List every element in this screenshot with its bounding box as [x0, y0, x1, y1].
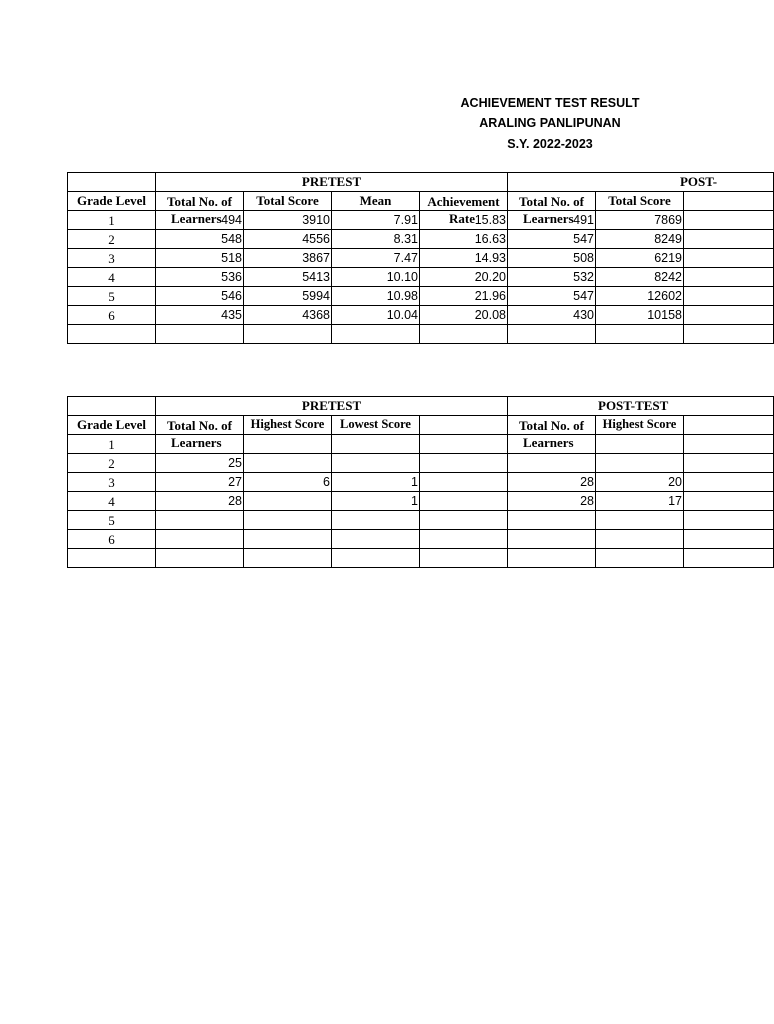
grade-cell: 1 — [68, 435, 156, 454]
lowest-score-cell — [332, 511, 420, 530]
table2-header-post-learners: Learners — [523, 435, 574, 450]
learners-cell: 27 — [156, 473, 244, 492]
table2-header-clipped — [684, 416, 774, 435]
table2-header-total-no-of: Total No. of — [167, 418, 232, 433]
table1-header-post-total-score: Total Score — [596, 192, 684, 211]
empty-cell — [332, 549, 420, 568]
table-row — [68, 306, 774, 325]
post-learners-cell: 532 — [508, 268, 596, 287]
mean-cell: 10.98 — [332, 287, 420, 306]
rate-cell: 20.08 — [420, 306, 508, 325]
report-subject: ARALING PANLIPUNAN — [479, 116, 621, 130]
table2-pretest-group: PRETEST — [156, 397, 508, 416]
learners-cell: 435 — [156, 306, 244, 325]
learners-cell: 25 — [156, 454, 244, 473]
grade-cell: 5 — [68, 511, 156, 530]
post-highest-score-cell — [596, 454, 684, 473]
total-score-cell: 5413 — [244, 268, 332, 287]
empty-cell — [684, 325, 774, 344]
post-highest-score-cell: 17 — [596, 492, 684, 511]
empty-cell — [156, 549, 244, 568]
lowest-score-cell — [332, 454, 420, 473]
post-learners-cell: 430 — [508, 306, 596, 325]
post-total-score-cell: 10158 — [596, 306, 684, 325]
total-score-cell: 3910 — [244, 211, 332, 230]
grade-cell: 5 — [68, 287, 156, 306]
empty-cell — [244, 325, 332, 344]
score-table — [67, 396, 774, 568]
post-highest-score-cell — [596, 530, 684, 549]
clipped-cell — [684, 473, 774, 492]
post-learners-cell: 28 — [508, 473, 596, 492]
clipped-cell — [684, 435, 774, 454]
empty-cell — [420, 549, 508, 568]
table-row — [68, 268, 774, 287]
table1-header-total-no-of: Total No. of — [167, 194, 232, 209]
learners-cell: 494 — [156, 211, 244, 230]
empty-cell — [420, 473, 508, 492]
post-total-score-cell: 6219 — [596, 249, 684, 268]
learners-cell: 546 — [156, 287, 244, 306]
learners-cell: 28 — [156, 492, 244, 511]
empty-cell — [420, 325, 508, 344]
grade-cell: 6 — [68, 306, 156, 325]
table2-header-total-learners — [156, 416, 244, 450]
lowest-score-cell: 1 — [332, 492, 420, 511]
highest-score-cell — [244, 435, 332, 454]
grade-cell: 1 — [68, 211, 156, 230]
post-total-score-cell: 12602 — [596, 287, 684, 306]
table1-header-clipped — [684, 192, 774, 211]
grade-cell: 3 — [68, 473, 156, 492]
table1-corner — [68, 173, 156, 192]
lowest-score-cell — [332, 530, 420, 549]
table-row — [68, 511, 774, 530]
table1-header-total-score: Total Score — [244, 192, 332, 211]
mean-cell: 10.04 — [332, 306, 420, 325]
table1-header-mean: Mean — [332, 192, 420, 211]
grade-cell: 4 — [68, 268, 156, 287]
mean-cell: 8.31 — [332, 230, 420, 249]
table1-header-rate: Rate — [449, 211, 475, 226]
table2-header-post-highest-score: Highest Score — [596, 416, 684, 435]
post-learners-cell: 491 — [508, 211, 596, 230]
total-score-cell: 3867 — [244, 249, 332, 268]
table-row — [68, 492, 774, 511]
table-row — [68, 454, 774, 473]
empty-cell — [420, 454, 508, 473]
table-row-empty — [68, 549, 774, 568]
table1-header-post-learners: Learners — [523, 211, 574, 226]
total-score-cell: 5994 — [244, 287, 332, 306]
empty-cell — [420, 492, 508, 511]
empty-cell — [508, 325, 596, 344]
empty-cell — [596, 549, 684, 568]
clipped-cell — [684, 454, 774, 473]
achievement-table — [67, 172, 774, 344]
grade-cell: 6 — [68, 530, 156, 549]
clipped-cell — [684, 211, 774, 230]
learners-cell: 548 — [156, 230, 244, 249]
empty-cell — [332, 325, 420, 344]
total-score-cell: 4368 — [244, 306, 332, 325]
table1-header-post-total-no-of: Total No. of — [519, 194, 584, 209]
lowest-score-cell — [332, 435, 420, 454]
rate-cell: 15.83 — [420, 211, 508, 230]
mean-cell: 7.47 — [332, 249, 420, 268]
table1-header-learners: Learners — [171, 211, 222, 226]
table2-header-lowest-score: Lowest Score — [332, 416, 420, 435]
post-learners-cell: 508 — [508, 249, 596, 268]
table2-header-post-total-no-of: Total No. of — [519, 418, 584, 433]
empty-cell — [684, 549, 774, 568]
table-row-empty — [68, 325, 774, 344]
highest-score-cell — [244, 454, 332, 473]
mean-cell: 7.91 — [332, 211, 420, 230]
report-school-year: S.Y. 2022-2023 — [507, 137, 593, 151]
post-total-score-cell: 7869 — [596, 211, 684, 230]
empty-cell — [68, 549, 156, 568]
table1-pretest-group: PRETEST — [156, 173, 508, 192]
rate-cell: 21.96 — [420, 287, 508, 306]
table1-header-achievement: Achievement — [427, 194, 500, 209]
rate-cell: 16.63 — [420, 230, 508, 249]
score-table-clip — [67, 396, 684, 582]
table2-header-grade-level: Grade Level — [68, 416, 156, 435]
post-highest-score-cell — [596, 435, 684, 454]
table2-corner — [68, 397, 156, 416]
learners-cell: 536 — [156, 268, 244, 287]
table1-posttest-group: POST- — [508, 173, 774, 192]
post-total-score-cell: 8242 — [596, 268, 684, 287]
clipped-cell — [684, 287, 774, 306]
empty-cell — [420, 435, 508, 454]
learners-cell — [156, 511, 244, 530]
post-learners-cell: 547 — [508, 287, 596, 306]
post-learners-cell — [508, 454, 596, 473]
learners-cell: 518 — [156, 249, 244, 268]
highest-score-cell: 6 — [244, 473, 332, 492]
empty-cell — [244, 549, 332, 568]
table-row — [68, 530, 774, 549]
rate-cell: 20.20 — [420, 268, 508, 287]
empty-cell — [156, 325, 244, 344]
clipped-cell — [684, 230, 774, 249]
clipped-cell — [684, 530, 774, 549]
grade-cell: 2 — [68, 230, 156, 249]
table-row — [68, 230, 774, 249]
rate-cell: 14.93 — [420, 249, 508, 268]
table1-header-grade-level: Grade Level — [68, 192, 156, 211]
empty-cell — [68, 325, 156, 344]
achievement-table-clip — [67, 172, 718, 358]
total-score-cell: 4556 — [244, 230, 332, 249]
post-learners-cell — [508, 511, 596, 530]
empty-cell — [596, 325, 684, 344]
report-title: ACHIEVEMENT TEST RESULT — [460, 96, 640, 110]
table-row — [68, 473, 774, 492]
grade-cell: 3 — [68, 249, 156, 268]
empty-cell — [508, 549, 596, 568]
empty-cell — [420, 530, 508, 549]
post-learners-cell: 28 — [508, 492, 596, 511]
highest-score-cell — [244, 511, 332, 530]
clipped-cell — [684, 306, 774, 325]
empty-cell — [420, 511, 508, 530]
table-row — [68, 287, 774, 306]
grade-cell: 2 — [68, 454, 156, 473]
highest-score-cell — [244, 530, 332, 549]
grade-cell: 4 — [68, 492, 156, 511]
post-learners-cell: 547 — [508, 230, 596, 249]
post-learners-cell — [508, 530, 596, 549]
table2-header-highest-score: Highest Score — [244, 416, 332, 435]
table2-header-empty — [420, 416, 508, 435]
clipped-cell — [684, 249, 774, 268]
post-highest-score-cell: 20 — [596, 473, 684, 492]
clipped-cell — [684, 492, 774, 511]
table2-posttest-group: POST-TEST — [508, 397, 774, 416]
clipped-cell — [684, 268, 774, 287]
table-row — [68, 249, 774, 268]
table2-header-learners: Learners — [171, 435, 222, 450]
clipped-cell — [684, 511, 774, 530]
lowest-score-cell: 1 — [332, 473, 420, 492]
post-highest-score-cell — [596, 511, 684, 530]
mean-cell: 10.10 — [332, 268, 420, 287]
post-total-score-cell: 8249 — [596, 230, 684, 249]
table2-header-post-total-learners — [508, 416, 596, 450]
learners-cell — [156, 530, 244, 549]
highest-score-cell — [244, 492, 332, 511]
